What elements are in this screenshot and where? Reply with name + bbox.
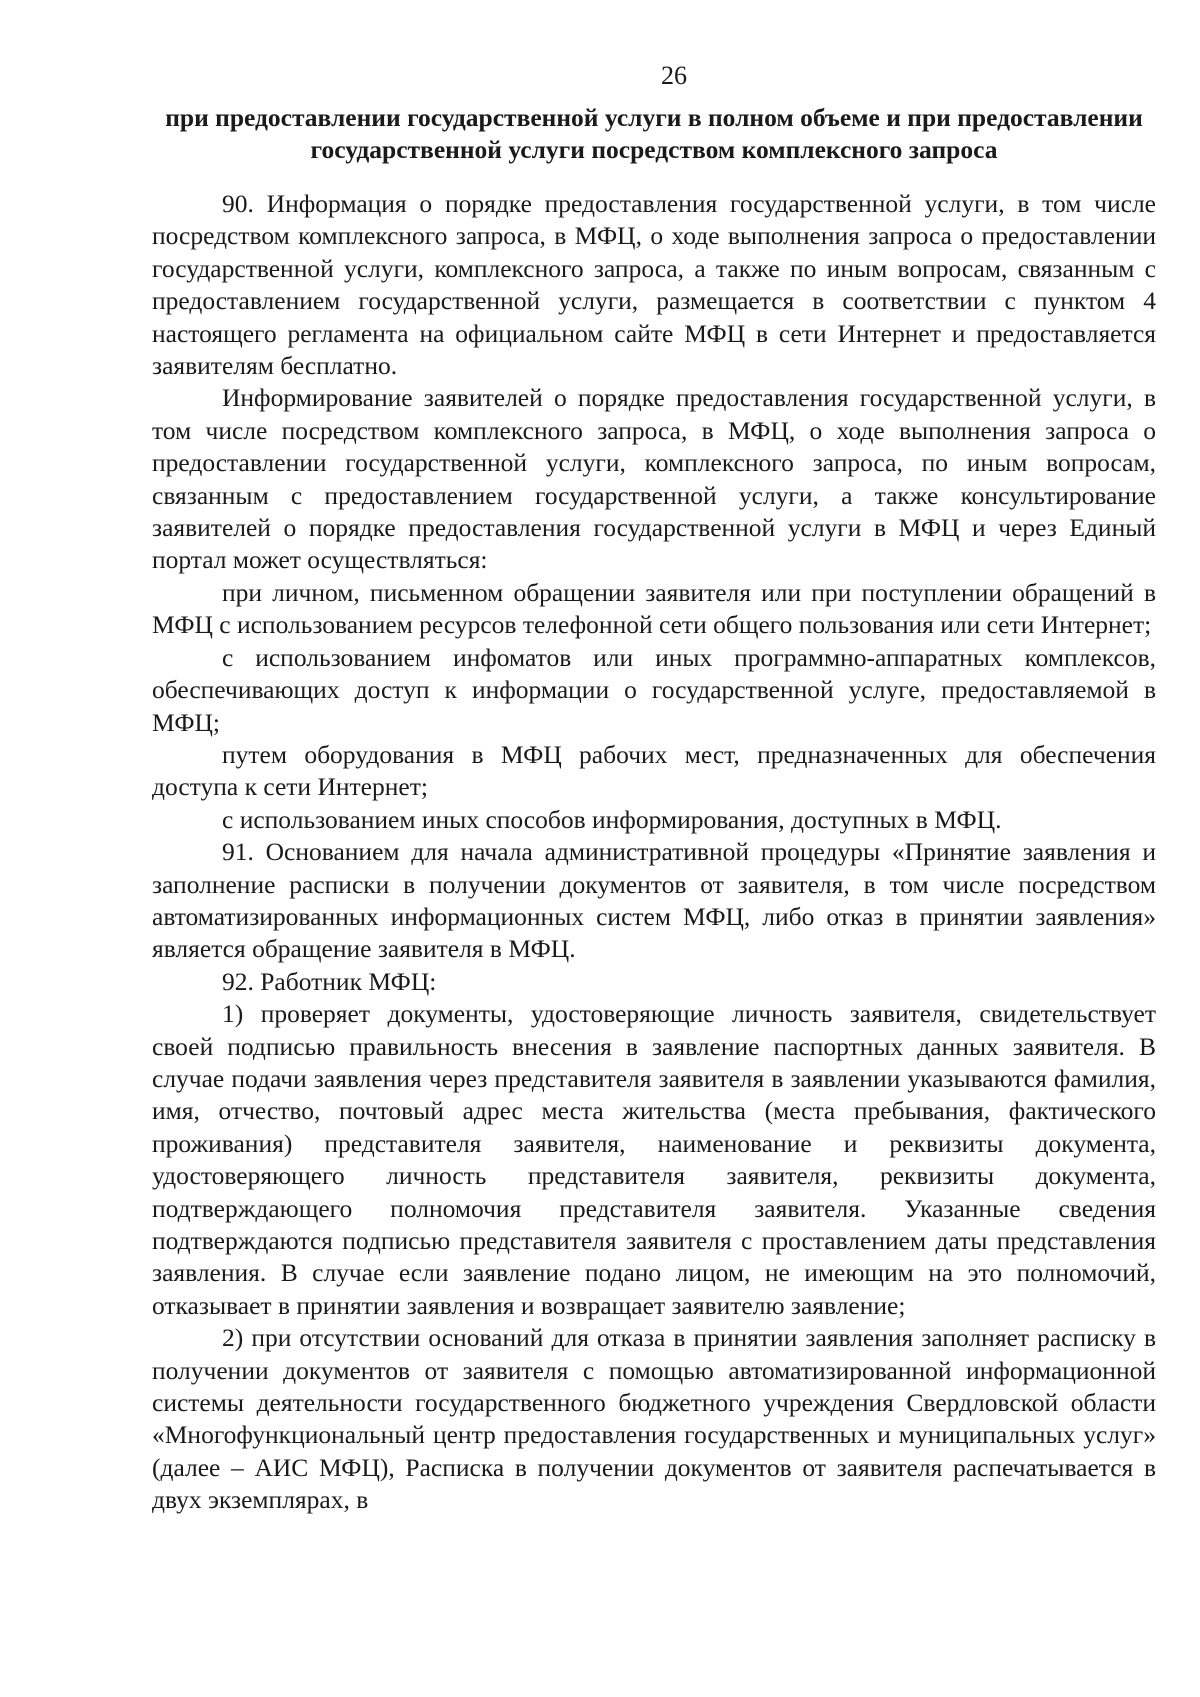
paragraph-91: 91. Основанием для начала административной процедуры «Принятие заявления и заполнение расписки в получении документов от заявителя, в том числе посредством автоматизированных информационных систем МФЦ, либо отказ в принятии заявления» является обращение заявителя в МФЦ.	[152, 837, 1156, 964]
list-item-other-methods: с использованием иных способов информирования, доступных в МФЦ.	[222, 804, 1002, 834]
list-item-infomats: с использованием инфоматов или иных программно-аппаратных комплексов, обеспечивающих доступ к информации о государственной услуге, предоставляемой в МФЦ;	[152, 642, 1156, 737]
section-heading: при предоставлении государственной услуги в полном объеме и при предоставлении государственной услуги посредством комплексного запроса	[165, 103, 1143, 164]
list-item-personal-request: при личном, письменном обращении заявителя или при поступлении обращений в МФЦ с использованием ресурсов телефонной сети общего пользования или сети Интернет;	[152, 577, 1156, 640]
subitem-2: 2) при отсутствии оснований для отказа в принятии заявления заполняет расписку в получении документов от заявителя с помощью автоматизированной информационной системы деятельности государственного бюджетного учреждения Свердловской области «Многофункциональный центр предоставления государственных и муниципальных услуг» (далее – АИС МФЦ), Расписка в получении документов от заявителя распечатывается в двух экземплярах, в	[152, 1323, 1156, 1515]
paragraph-informing: Информирование заявителей о порядке предоставления государственной услуги, в том числе посредством комплексного запроса, в МФЦ, о ходе выполнения запроса о предоставлении государственной услуги, комплексного запроса, по иным вопросам, связанным с предоставлением государственной услуги, а также консультирование заявителей о порядке предоставления государственной услуги в МФЦ и через Единый портал может осуществляться:	[152, 383, 1156, 575]
page-number: 26	[661, 61, 687, 90]
document-page	[152, 60, 1156, 1517]
paragraph-92: 92. Работник МФЦ:	[222, 966, 437, 996]
body-text	[152, 188, 1156, 1517]
subitem-1: 1) проверяет документы, удостоверяющие личность заявителя, свидетельствует своей подписью правильность внесения в заявление паспортных данных заявителя. В случае подачи заявления через представителя заявителя в заявлении указываются фамилия, имя, отчество, почтовый адрес места жительства (места пребывания, фактического проживания) представителя заявителя, наименование и реквизиты документа, удостоверяющего личность представителя заявителя, реквизиты документа, подтверждающего полномочия представителя заявителя. Указанные сведения подтверждаются подписью представителя заявителя с проставлением даты представления заявления. В случае если заявление подано лицом, не имеющим на это полномочий, отказывает в принятии заявления и возвращает заявителю заявление;	[152, 999, 1156, 1320]
list-item-workplaces: путем оборудования в МФЦ рабочих мест, предназначенных для обеспечения доступа к сети Интернет;	[152, 739, 1156, 802]
paragraph-90: 90. Информация о порядке предоставления государственной услуги, в том числе посредством комплексного запроса, в МФЦ, о ходе выполнения запроса о предоставлении государственной услуги, комплексного запроса, а также по иным вопросам, связанным с предоставлением государственной услуги, размещается в соответствии с пунктом 4 настоящего регламента на официальном сайте МФЦ в сети Интернет и предоставляется заявителям бесплатно.	[152, 189, 1156, 381]
